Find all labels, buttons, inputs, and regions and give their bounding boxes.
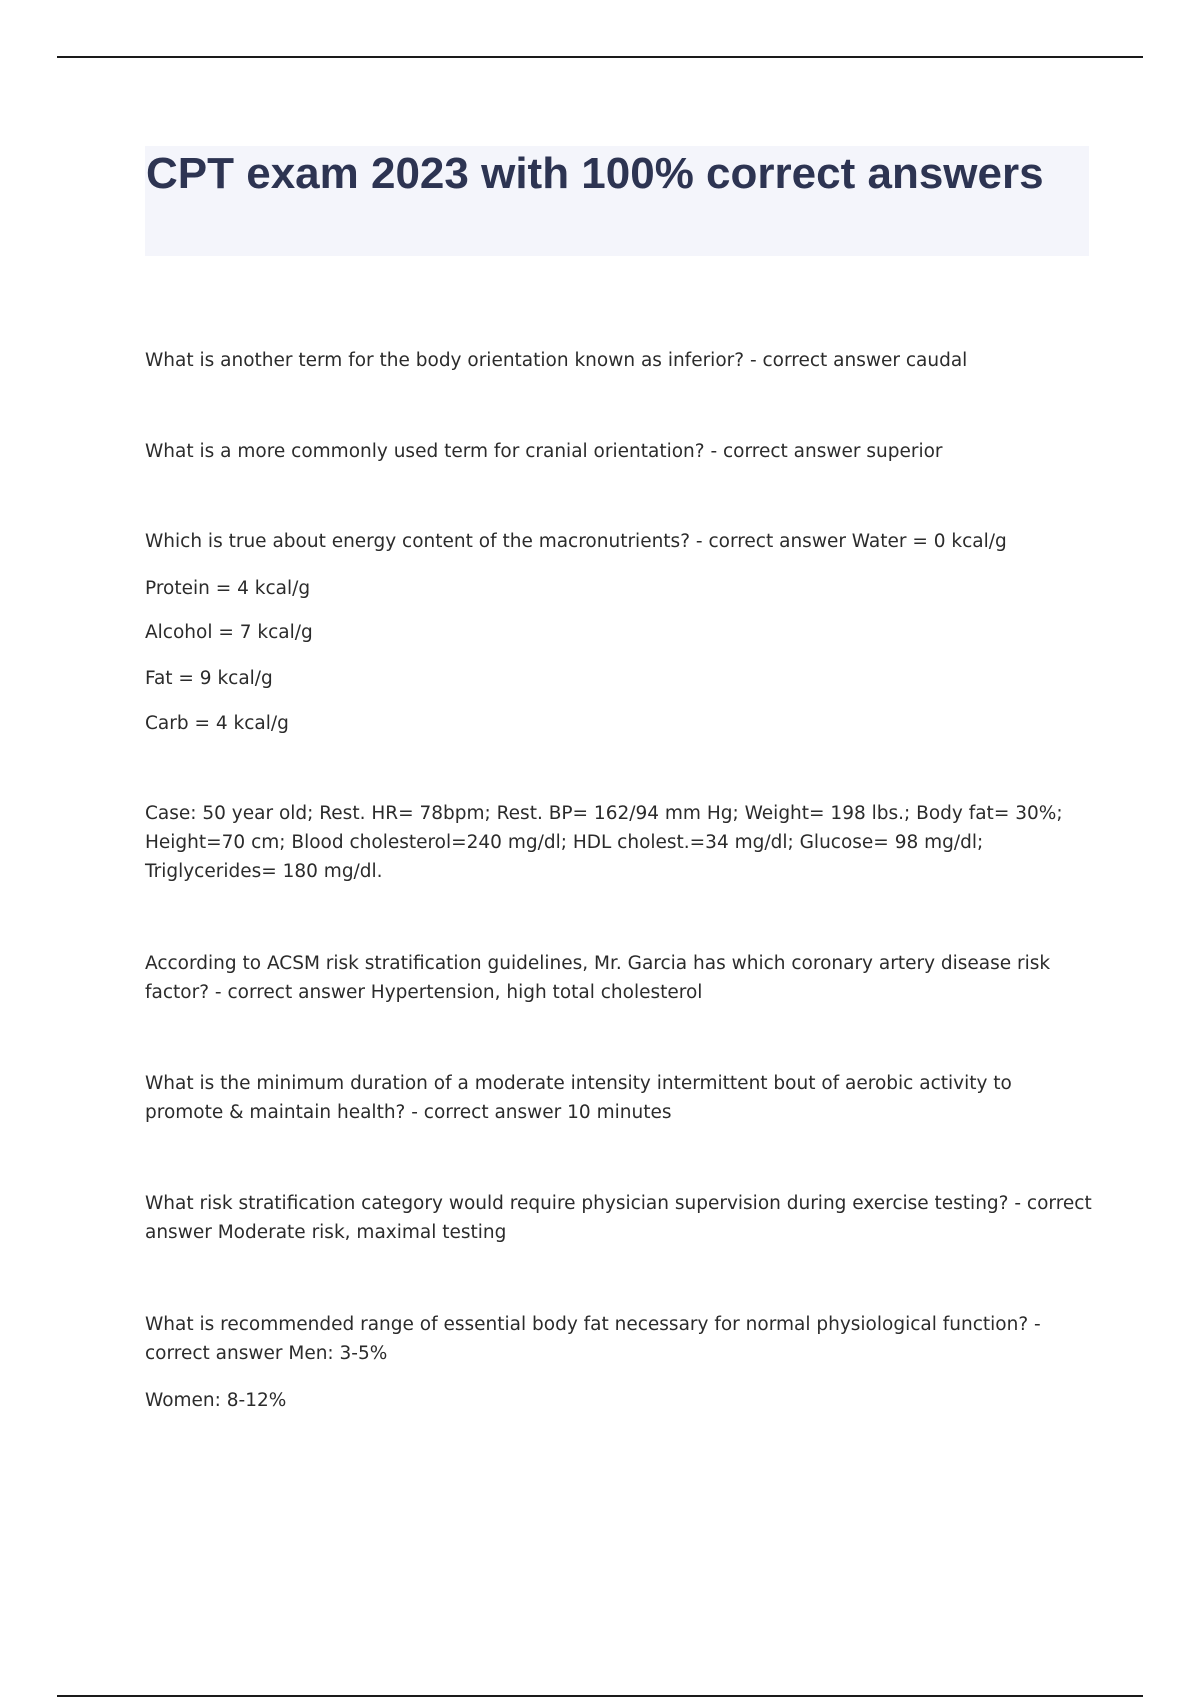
case-description: Case: 50 year old; Rest. HR= 78bpm; Rest. BP= 162/94 mm Hg; Weight= 198 lbs.; Body fat= 30%; Height=70 cm; Blood cholesterol=240 mg/dl; HDL cholest.=34 mg/dl; Glucose= 98 mg/dl; Triglycerides= 180 mg/dl. (145, 803, 1063, 882)
answer-line-fat: Fat = 9 kcal/g (145, 668, 273, 689)
qa-item-physician-supervision: What risk stratification category would require physician supervision during exercise testing? - correct answer Moderate risk, maximal testing (145, 1193, 1092, 1243)
top-rule (57, 56, 1143, 58)
answer-line-alcohol: Alcohol = 7 kcal/g (145, 622, 313, 643)
qa-item-inferior: What is another term for the body orientation known as inferior? - correct answer caudal (145, 350, 968, 371)
qa-item-essential-body-fat: What is recommended range of essential body fat necessary for normal physiological function? - correct answer Men: 3-5% (145, 1314, 1041, 1364)
qa-item-macronutrients: Which is true about energy content of the macronutrients? - correct answer Water = 0 kcal/g (145, 531, 1007, 552)
title-banner (145, 146, 1089, 256)
answer-line-protein: Protein = 4 kcal/g (145, 578, 311, 599)
qa-item-cranial: What is a more commonly used term for cranial orientation? - correct answer superior (145, 441, 943, 462)
qa-item-acsm-risk: According to ACSM risk stratification guidelines, Mr. Garcia has which coronary artery disease risk factor? - correct answer Hypertension, high total cholesterol (145, 953, 1051, 1003)
page-title: CPT exam 2023 with 100% correct answers (146, 149, 1044, 198)
bottom-rule (57, 1695, 1143, 1697)
answer-line-carb: Carb = 4 kcal/g (145, 713, 289, 734)
qa-item-minimum-duration: What is the minimum duration of a moderate intensity intermittent bout of aerobic activity to promote & maintain health? - correct answer 10 minutes (145, 1073, 1012, 1123)
answer-line-women: Women: 8-12% (145, 1390, 287, 1411)
